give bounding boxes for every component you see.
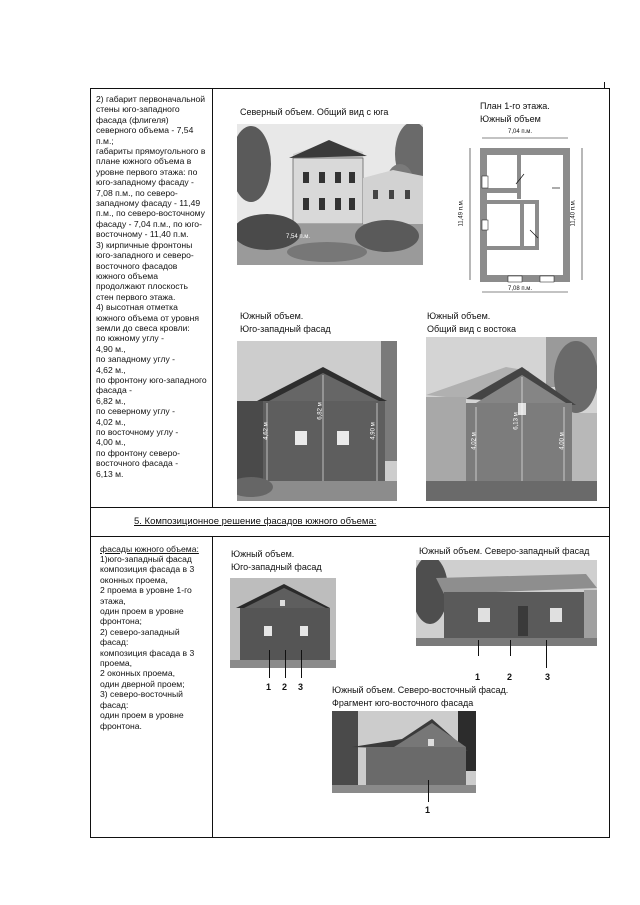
photo2-dim-west: 4,62 м	[263, 422, 270, 440]
photo-ne-facade-fragment	[332, 711, 476, 793]
dimensions-description: 2) габарит первоначальной стены юго-западного фасада (флигеля) северного объема - 7,54 п.м.; габариты прямоугольного в плане южного объема в уровне первого этажа: по юго-западному фасаду - 7,08 п.м., по северо- западному фасаду - 11,49 п.м., по северо-восточному фасаду - 7,04 п.м., по юго- восточному - 11,40 п.м. 3) кирпичные фронтоны юго-западного и северо- восточного фасадов южного объема продолжают плоскость стен первого этажа. 4) высотная отметка южного объема от уровня земли до свеса кровли: по южному углу - 4,90 м., по западному углу - 4,62 м., по фронтону юго-западного фасада - 6,82 м., по северному углу - 4,02 м., по восточному углу - 4,00 м., по фронтону северо- восточного фасада - 6,13 м.	[96, 94, 207, 479]
table-border-bottom	[90, 837, 610, 838]
table-border-right	[609, 88, 610, 838]
photo-caption-north-volume: Северный объем. Общий вид с юга	[240, 107, 389, 117]
table-border-left	[90, 88, 91, 838]
photo1-dimension-label: 7,54 п.м.	[286, 234, 311, 240]
photo-caption-nw-facade: Южный объем. Северо-западный фасад	[419, 546, 590, 556]
row-divider-1	[90, 507, 610, 508]
plan-top-dimension: 7,04 п.м.	[508, 129, 533, 135]
photo4-pointer-1	[269, 650, 270, 678]
photo4-pointer-3	[301, 650, 302, 678]
plan-left-dimension: 11,49 п.м.	[458, 199, 465, 227]
photo3-dim-gable: 6,13 м	[513, 412, 520, 430]
photo-south-volume-east-view	[426, 337, 597, 501]
column-divider-top	[212, 88, 213, 508]
photo5-number-3: 3	[545, 672, 551, 682]
photo5-pointer-3	[546, 640, 547, 668]
photo5-pointer-2	[510, 640, 511, 656]
photo5-number-2: 2	[507, 672, 513, 682]
photo6-pointer-1	[428, 780, 429, 802]
page-corner-tick	[604, 82, 605, 88]
photo-caption-sw-facade-composition: Южный объем. Юго-западный фасад	[231, 549, 322, 572]
plan-right-dimension: 11,40 п.м.	[570, 199, 577, 227]
photo5-pointer-1	[478, 640, 479, 656]
section-heading: 5. Композиционное решение фасадов южного объема:	[134, 516, 377, 527]
photo3-dim-east: 4,00 м	[559, 432, 566, 450]
plan-bottom-dimension: 7,08 п.м.	[508, 286, 533, 292]
photo-north-volume-general-view	[237, 124, 423, 265]
column-divider-bottom	[212, 536, 213, 837]
photo4-number-1: 1	[266, 682, 272, 692]
photo4-pointer-2	[285, 650, 286, 678]
photo2-dim-gable: 6,82 м	[317, 402, 324, 420]
photo3-dim-north: 4,02 м	[471, 432, 478, 450]
table-border-top	[90, 88, 610, 89]
row-divider-2	[90, 536, 610, 537]
photo4-number-3: 3	[298, 682, 304, 692]
photo-caption-east-view: Южный объем. Общий вид с востока	[427, 311, 517, 334]
plan-caption: План 1-го этажа. Южный объем	[480, 101, 550, 124]
facades-list-title: фасады южного объема:	[100, 544, 199, 554]
photo2-dim-south: 4,90 м	[370, 422, 377, 440]
photo5-number-1: 1	[475, 672, 481, 682]
photo-nw-facade	[416, 560, 597, 646]
facades-description: 1)юго-западный фасад композиция фасада в 3 оконных проема, 2 проема в уровне 1-го этажа, один проем в уровне фронтона; 2) северо-западный фасад: композиция фасада в 3 проема, 2 оконных проема, один дверной проем; 3) северо-восточный фасад: один проем в уровне фронтона.	[100, 554, 195, 731]
photo-caption-ne-facade: Южный объем. Северо-восточный фасад. Фрагмент юго-восточного фасада	[332, 685, 509, 708]
photo4-number-2: 2	[282, 682, 288, 692]
photo-sw-facade-composition	[230, 578, 336, 668]
photo6-number-1: 1	[425, 805, 431, 815]
photo-caption-southwest-facade: Южный объем. Юго-западный фасад	[240, 311, 331, 334]
photo-south-volume-southwest-facade	[237, 341, 397, 501]
